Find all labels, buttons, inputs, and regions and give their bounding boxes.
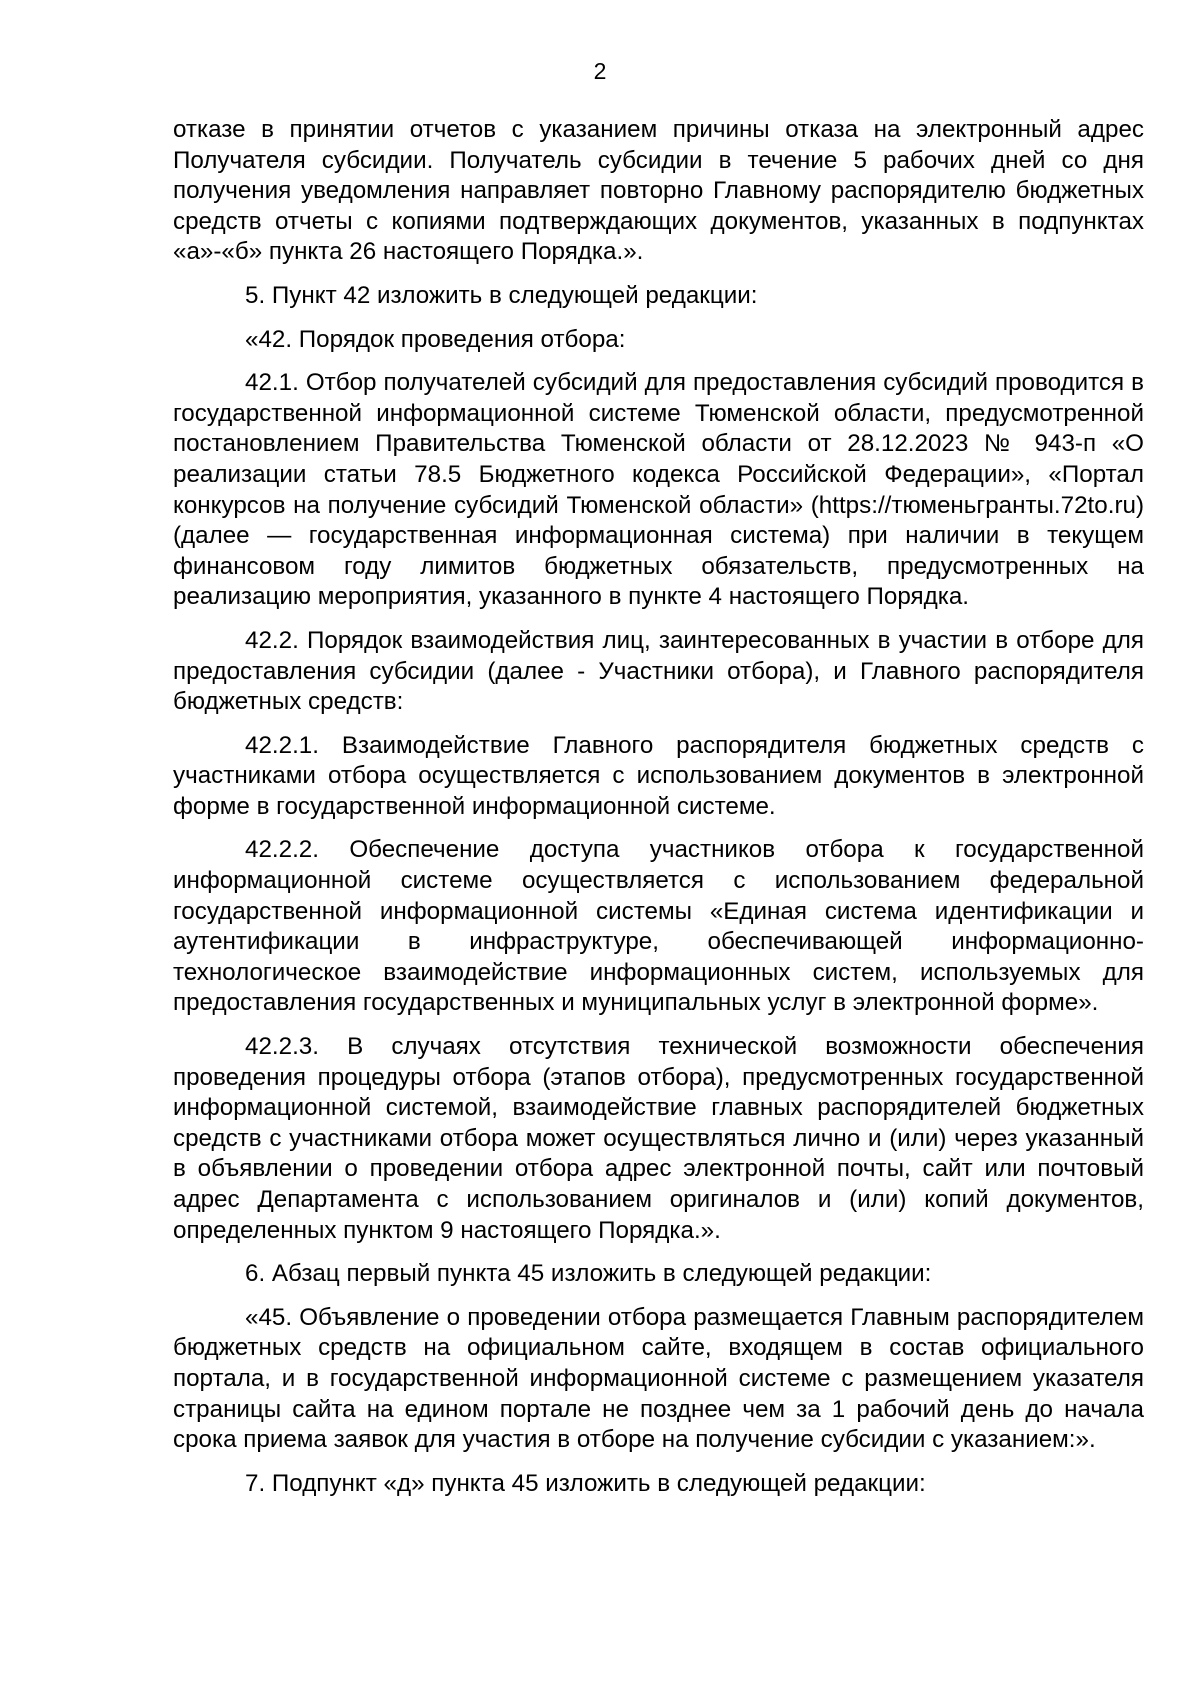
paragraph-item-5: 5. Пункт 42 изложить в следующей редакции:	[245, 281, 758, 309]
page-number: 2	[593, 58, 607, 84]
paragraph-item-42-2-3: 42.2.3. В случаях отсутствия технической возможности обеспечения проведения процедуры отбора (этапов отбора), предусмотренных государственной информационной системой, взаимодействие главных распорядителей бюджетных средств с участниками отбора может осуществляться лично и (или) через указанный в объявлении о проведении отбора адрес электронной почты, сайт или почтовый адрес Департамента с использованием оригиналов и (или) копий документов, определенных пунктом 9 настоящего Порядка.».	[173, 1033, 1144, 1244]
paragraph-item-42-1: 42.1. Отбор получателей субсидий для предоставления субсидий проводится в государственной информационной системе Тюменской области, предусмотренной постановлением Правительства Тюменской области от 28.12.2023 № 943-п «О реализации статьи 78.5 Бюджетного кодекса Российской Федерации», «Портал конкурсов на получение субсидий Тюменской области» (https://тюменьгранты.72to.ru) (далее — государственная информационная система) при наличии в текущем финансовом году лимитов бюджетных обязательств, предусмотренных на реализацию мероприятия, указанного в пункте 4 настоящего Порядка.	[173, 369, 1144, 611]
paragraph-item-42-2-2: 42.2.2. Обеспечение доступа участников отбора к государственной информационной системе осуществляется с использованием федеральной государственной информационной системы «Единая система идентификации и аутентификации в инфраструктуре, обеспечивающей информационно-технологическое взаимодействие информационных систем, используемых для предоставления государственных и муниципальных услуг в электронной форме».	[173, 836, 1144, 1017]
paragraph-item-6: 6. Абзац первый пункта 45 изложить в следующей редакции:	[245, 1260, 932, 1288]
paragraph-item-45: «45. Объявление о проведении отбора размещается Главным распорядителем бюджетных средств на официальном сайте, входящем в состав официального портала, и в государственной информационной системе с размещением указателя страницы сайта на едином портале не позднее чем за 1 рабочий день до начала срока приема заявок для участия в отборе на получение субсидии с указанием:».	[173, 1303, 1144, 1454]
paragraph-item-42: «42. Порядок проведения отбора:	[245, 325, 626, 353]
paragraph-continuation: отказе в принятии отчетов с указанием причины отказа на электронный адрес Получателя субсидии. Получатель субсидии в течение 5 рабочих дней со дня получения уведомления направляет повторно Главному распорядителю бюджетных средств отчеты с копиями подтверждающих документов, указанных в подпунктах «а»-«б» пункта 26 настоящего Порядка.».	[173, 116, 1144, 266]
paragraph-item-42-2-1: 42.2.1. Взаимодействие Главного распорядителя бюджетных средств с участниками отбора осуществляется с использованием документов в электронной форме в государственной информационной системе.	[173, 731, 1144, 820]
paragraph-item-7: 7. Подпункт «д» пункта 45 изложить в следующей редакции:	[245, 1469, 926, 1497]
paragraph-item-42-2: 42.2. Порядок взаимодействия лиц, заинтересованных в участии в отборе для предоставления субсидии (далее - Участники отбора), и Главного распорядителя бюджетных средств:	[173, 626, 1144, 716]
document-body	[173, 115, 1144, 1512]
